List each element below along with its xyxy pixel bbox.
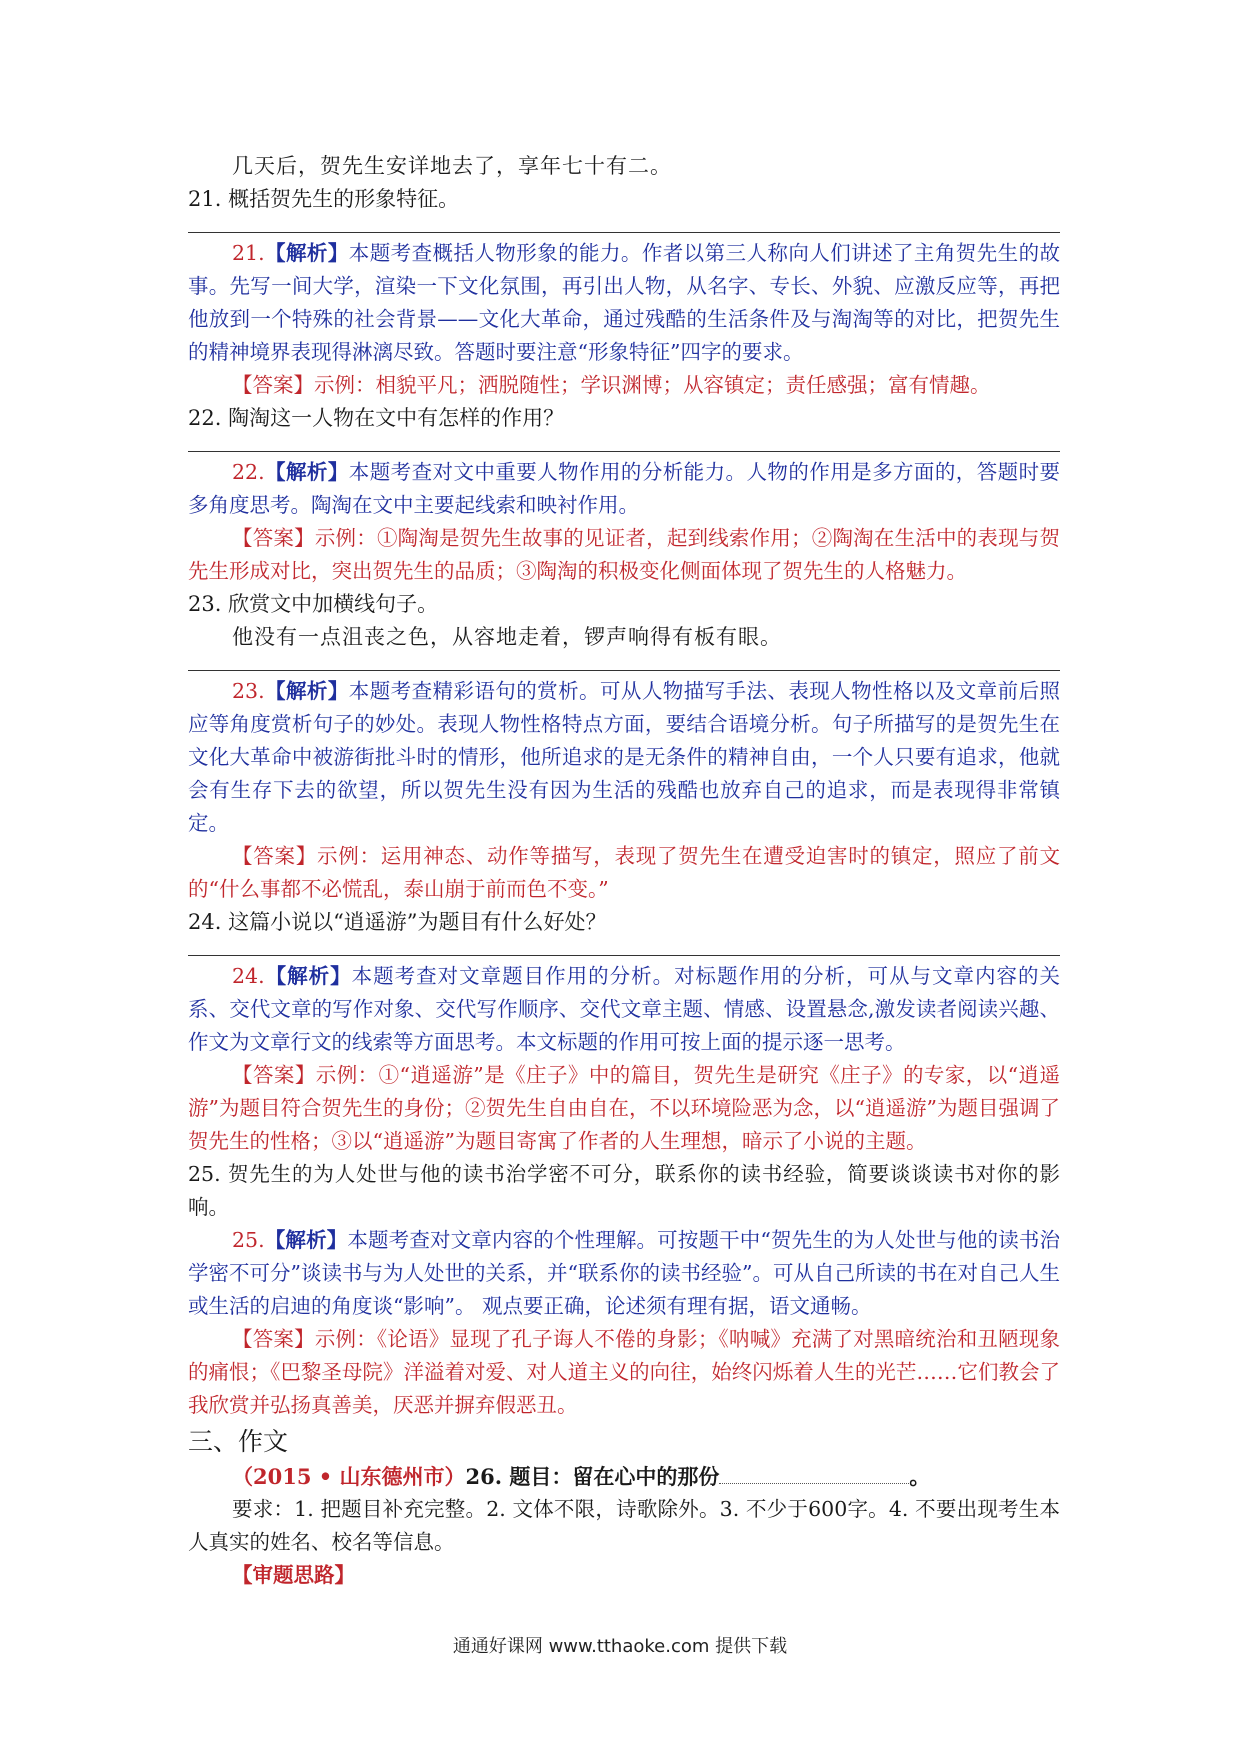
answer-tag: 【答案】 (232, 844, 317, 868)
answer-text: 示例：运用神态、动作等描写，表现了贺先生在遭受迫害时的镇定，照应了前文的“什么事都不必慌乱，泰山崩于前而色不变。” (188, 844, 1060, 901)
essay-requirements: 要求：1. 把题目补充完整。2. 文体不限，诗歌除外。3. 不少于600字。4. 不要出现考生本人真实的姓名、校名等信息。 (188, 1497, 1060, 1554)
analysis-22 (188, 456, 1060, 522)
question-22: 22. 陶淘这一人物在文中有怎样的作用？ (188, 406, 565, 430)
analysis-number: 22. (232, 460, 265, 484)
answer-tag: 【答案】 (232, 1063, 316, 1087)
question-23: 23. 欣赏文中加横线句子。 (188, 592, 439, 616)
answer-text: 示例：《论语》显现了孔子诲人不倦的身影；《呐喊》充满了对黑暗统治和丑陋现象的痛恨；《巴黎圣母院》洋溢着对爱、对人道主义的向往，始终闪烁着人生的光芒……它们教会了我欣赏并弘扬真善美，厌恶并摒弃假恶丑。 (188, 1327, 1061, 1417)
page-footer: 通通好课网 www.tthaoke.com 提供下载 (452, 1636, 788, 1657)
fill-in-blank (719, 1465, 909, 1484)
analysis-tag: 【解析】 (264, 1228, 348, 1252)
question-21: 21. 概括贺先生的形象特征。 (188, 187, 460, 211)
analysis-number: 25. (232, 1228, 265, 1252)
story-closing-line: 几天后，贺先生安详地去了，享年七十有二。 (232, 154, 672, 178)
answer-23 (188, 840, 1060, 906)
analysis-25 (188, 1224, 1060, 1323)
answer-22 (188, 522, 1060, 588)
analysis-tag: 【解析】 (264, 241, 349, 265)
quoted-sentence-23: 他没有一点沮丧之色，从容地走着，锣声响得有板有眼。 (232, 625, 782, 649)
analysis-tag: 【解析】 (264, 964, 352, 988)
analysis-text: 本题考查概括人物形象的能力。作者以第三人称向人们讲述了主角贺先生的故事。先写一间大学，渲染一下文化氛围，再引出人物，从名字、专长、外貌、应激反应等，再把他放到一个特殊的社会背景——文化大革命，通过残酷的生活条件及与淘淘等的对比，把贺先生的精神境界表现得淋漓尽致。答题时要注意“形象特征”四字的要求。 (188, 241, 1061, 364)
divider-21 (188, 232, 1060, 233)
essay-source: （2015 • 山东德州市） (232, 1464, 466, 1489)
document-page (188, 150, 1060, 1592)
divider-22 (188, 451, 1060, 452)
essay-prompt (188, 1460, 1060, 1493)
analysis-text: 本题考查对文中重要人物作用的分析能力。人物的作用是多方面的，答题时要多角度思考。陶淘在文中主要起线索和映衬作用。 (188, 460, 1061, 517)
essay-prompt-text: 26. 题目：留在心中的那份 (465, 1464, 720, 1489)
analysis-number: 21. (232, 241, 265, 265)
essay-prompt-end: 。 (909, 1464, 931, 1489)
analysis-tag: 【解析】 (264, 679, 349, 703)
answer-tag: 【答案】 (232, 1327, 315, 1351)
question-24: 24. 这篇小说以“逍遥游”为题目有什么好处？ (188, 910, 607, 934)
answer-21 (188, 369, 1060, 402)
section-3-title: 三、作文 (188, 1427, 289, 1456)
answer-24 (188, 1059, 1060, 1158)
answer-tag: 【答案】 (232, 373, 314, 397)
question-25: 25. 贺先生的为人处世与他的读书治学密不可分，联系你的读书经验，简要谈谈读书对你的影响。 (188, 1162, 1060, 1219)
answer-tag: 【答案】 (232, 526, 315, 550)
analysis-text: 本题考查对文章内容的个性理解。可按题干中“贺先生的为人处世与他的读书治学密不可分”谈读书与为人处世的关系，并“联系你的读书经验”。可从自己所读的书在对自己人生或生活的启迪的角度谈“影响”。 观点要正确，论述须有理有据，语文通畅。 (188, 1228, 1061, 1318)
divider-23 (188, 670, 1060, 671)
analysis-text: 本题考查精彩语句的赏析。可从人物描写手法、表现人物性格以及文章前后照应等角度赏析句子的妙处。表现人物性格特点方面，要结合语境分析。句子所描写的是贺先生在文化大革命中被游街批斗时的情形，他所追求的是无条件的精神自由，一个人只要有追求，他就会有生存下去的欲望，所以贺先生没有因为生活的残酷也放弃自己的追求，而是表现得非常镇定。 (188, 679, 1061, 835)
answer-text: 示例：①陶淘是贺先生故事的见证者，起到线索作用；②陶淘在生活中的表现与贺先生形成对比，突出贺先生的品质；③陶淘的积极变化侧面体现了贺先生的人格魅力。 (188, 526, 1061, 583)
analysis-23 (188, 675, 1060, 840)
analysis-number: 24. (232, 964, 265, 988)
answer-text: 示例：①“逍遥游”是《庄子》中的篇目，贺先生是研究《庄子》的专家，以“逍遥游”为题目符合贺先生的身份；②贺先生自由自在，不以环境险恶为念，以“逍遥游”为题目强调了贺先生的性格；③以“逍遥游”为题目寄寓了作者的人生理想，暗示了小说的主题。 (188, 1063, 1060, 1153)
analysis-24 (188, 960, 1060, 1059)
analysis-text: 本题考查对文章题目作用的分析。对标题作用的分析，可从与文章内容的关系、交代文章的写作对象、交代写作顺序、交代文章主题、情感、设置悬念,激发读者阅读兴趣、作文为文章行文的线索等方面思考。本文标题的作用可按上面的提示逐一思考。 (188, 964, 1061, 1054)
answer-25 (188, 1323, 1060, 1422)
analysis-number: 23. (232, 679, 265, 703)
divider-24 (188, 955, 1060, 956)
essay-thinking-tag: 【审题思路】 (232, 1563, 355, 1587)
answer-text: 示例：相貌平凡；洒脱随性；学识渊博；从容镇定；责任感强；富有情趣。 (314, 373, 991, 397)
analysis-tag: 【解析】 (264, 460, 349, 484)
analysis-21 (188, 237, 1060, 369)
